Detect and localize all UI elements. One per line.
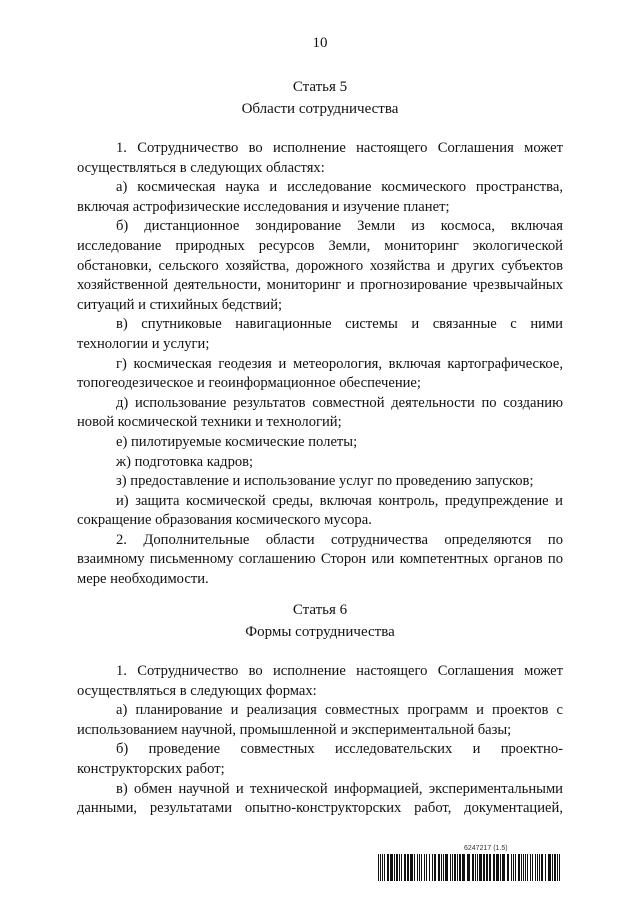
- article6-title: Статья 6: [292, 602, 348, 618]
- article5-item-e: е) пилотируемые космические полеты;: [116, 433, 358, 450]
- page-number: 10: [312, 35, 328, 51]
- article6-subtitle: Формы сотрудничества: [245, 624, 395, 640]
- article6-item-v: в) обмен научной и технической информацией, экспериментальными данными, результатами опытно-конструкторских работ, документацией,: [77, 780, 563, 817]
- article6-item-b: б) проведение совместных исследовательских и проектно-конструкторских работ;: [77, 741, 563, 777]
- article5-item-v: в) спутниковые навигационные системы и связанные с ними технологии и услуги;: [77, 316, 563, 352]
- article5-item-a: а) космическая наука и исследование космического пространства, включая астрофизические исследования и изучение планет;: [77, 179, 563, 215]
- article6-item-a: а) планирование и реализация совместных программ и проектов с использованием научной, промышленной и экспериментальной базы;: [77, 702, 563, 738]
- article6-body: [77, 662, 563, 819]
- article5-title: Статья 5: [292, 79, 348, 95]
- article5-item-b: б) дистанционное зондирование Земли из космоса, включая исследование природных ресурсов Земли, мониторинг экологической обстановки, сельского хозяйства, дорожного хозяйства и других субъектов хозяйственной деятельности, мониторинг и прогнозирование чрезвычайных ситуаций и стихийных бедствий;: [77, 218, 563, 313]
- article6-paragraph: 1. Сотрудничество во исполнение настоящего Соглашения может осуществляться в следующих формах:: [77, 663, 563, 699]
- article5-item-zh: ж) подготовка кадров;: [116, 453, 254, 470]
- article5-paragraph: 1. Сотрудничество во исполнение настоящего Соглашения может осуществляться в следующих областях:: [77, 140, 563, 176]
- article5-item-d: д) использование результатов совместной деятельности по созданию новой космической техники и технологий;: [77, 394, 563, 431]
- barcode: [378, 854, 564, 881]
- article5-item-z: з) предоставление и использование услуг по проведению запусков;: [116, 473, 534, 490]
- article5-item-i: и) защита космической среды, включая контроль, предупреждение и сокращение образования космического мусора.: [77, 492, 563, 529]
- document-code: 6247217 (1.5): [464, 845, 508, 852]
- article5-subtitle: Области сотрудничества: [241, 101, 399, 117]
- article5-paragraph-2: 2. Дополнительные области сотрудничества определяются по взаимному письменному соглашению Сторон или компетентных органов по мере необходимости.: [77, 531, 563, 588]
- article5-item-g: г) космическая геодезия и метеорология, включая картографическое, топогеодезическое и геоинформационное обеспечение;: [77, 355, 563, 392]
- article5-body: [77, 139, 563, 590]
